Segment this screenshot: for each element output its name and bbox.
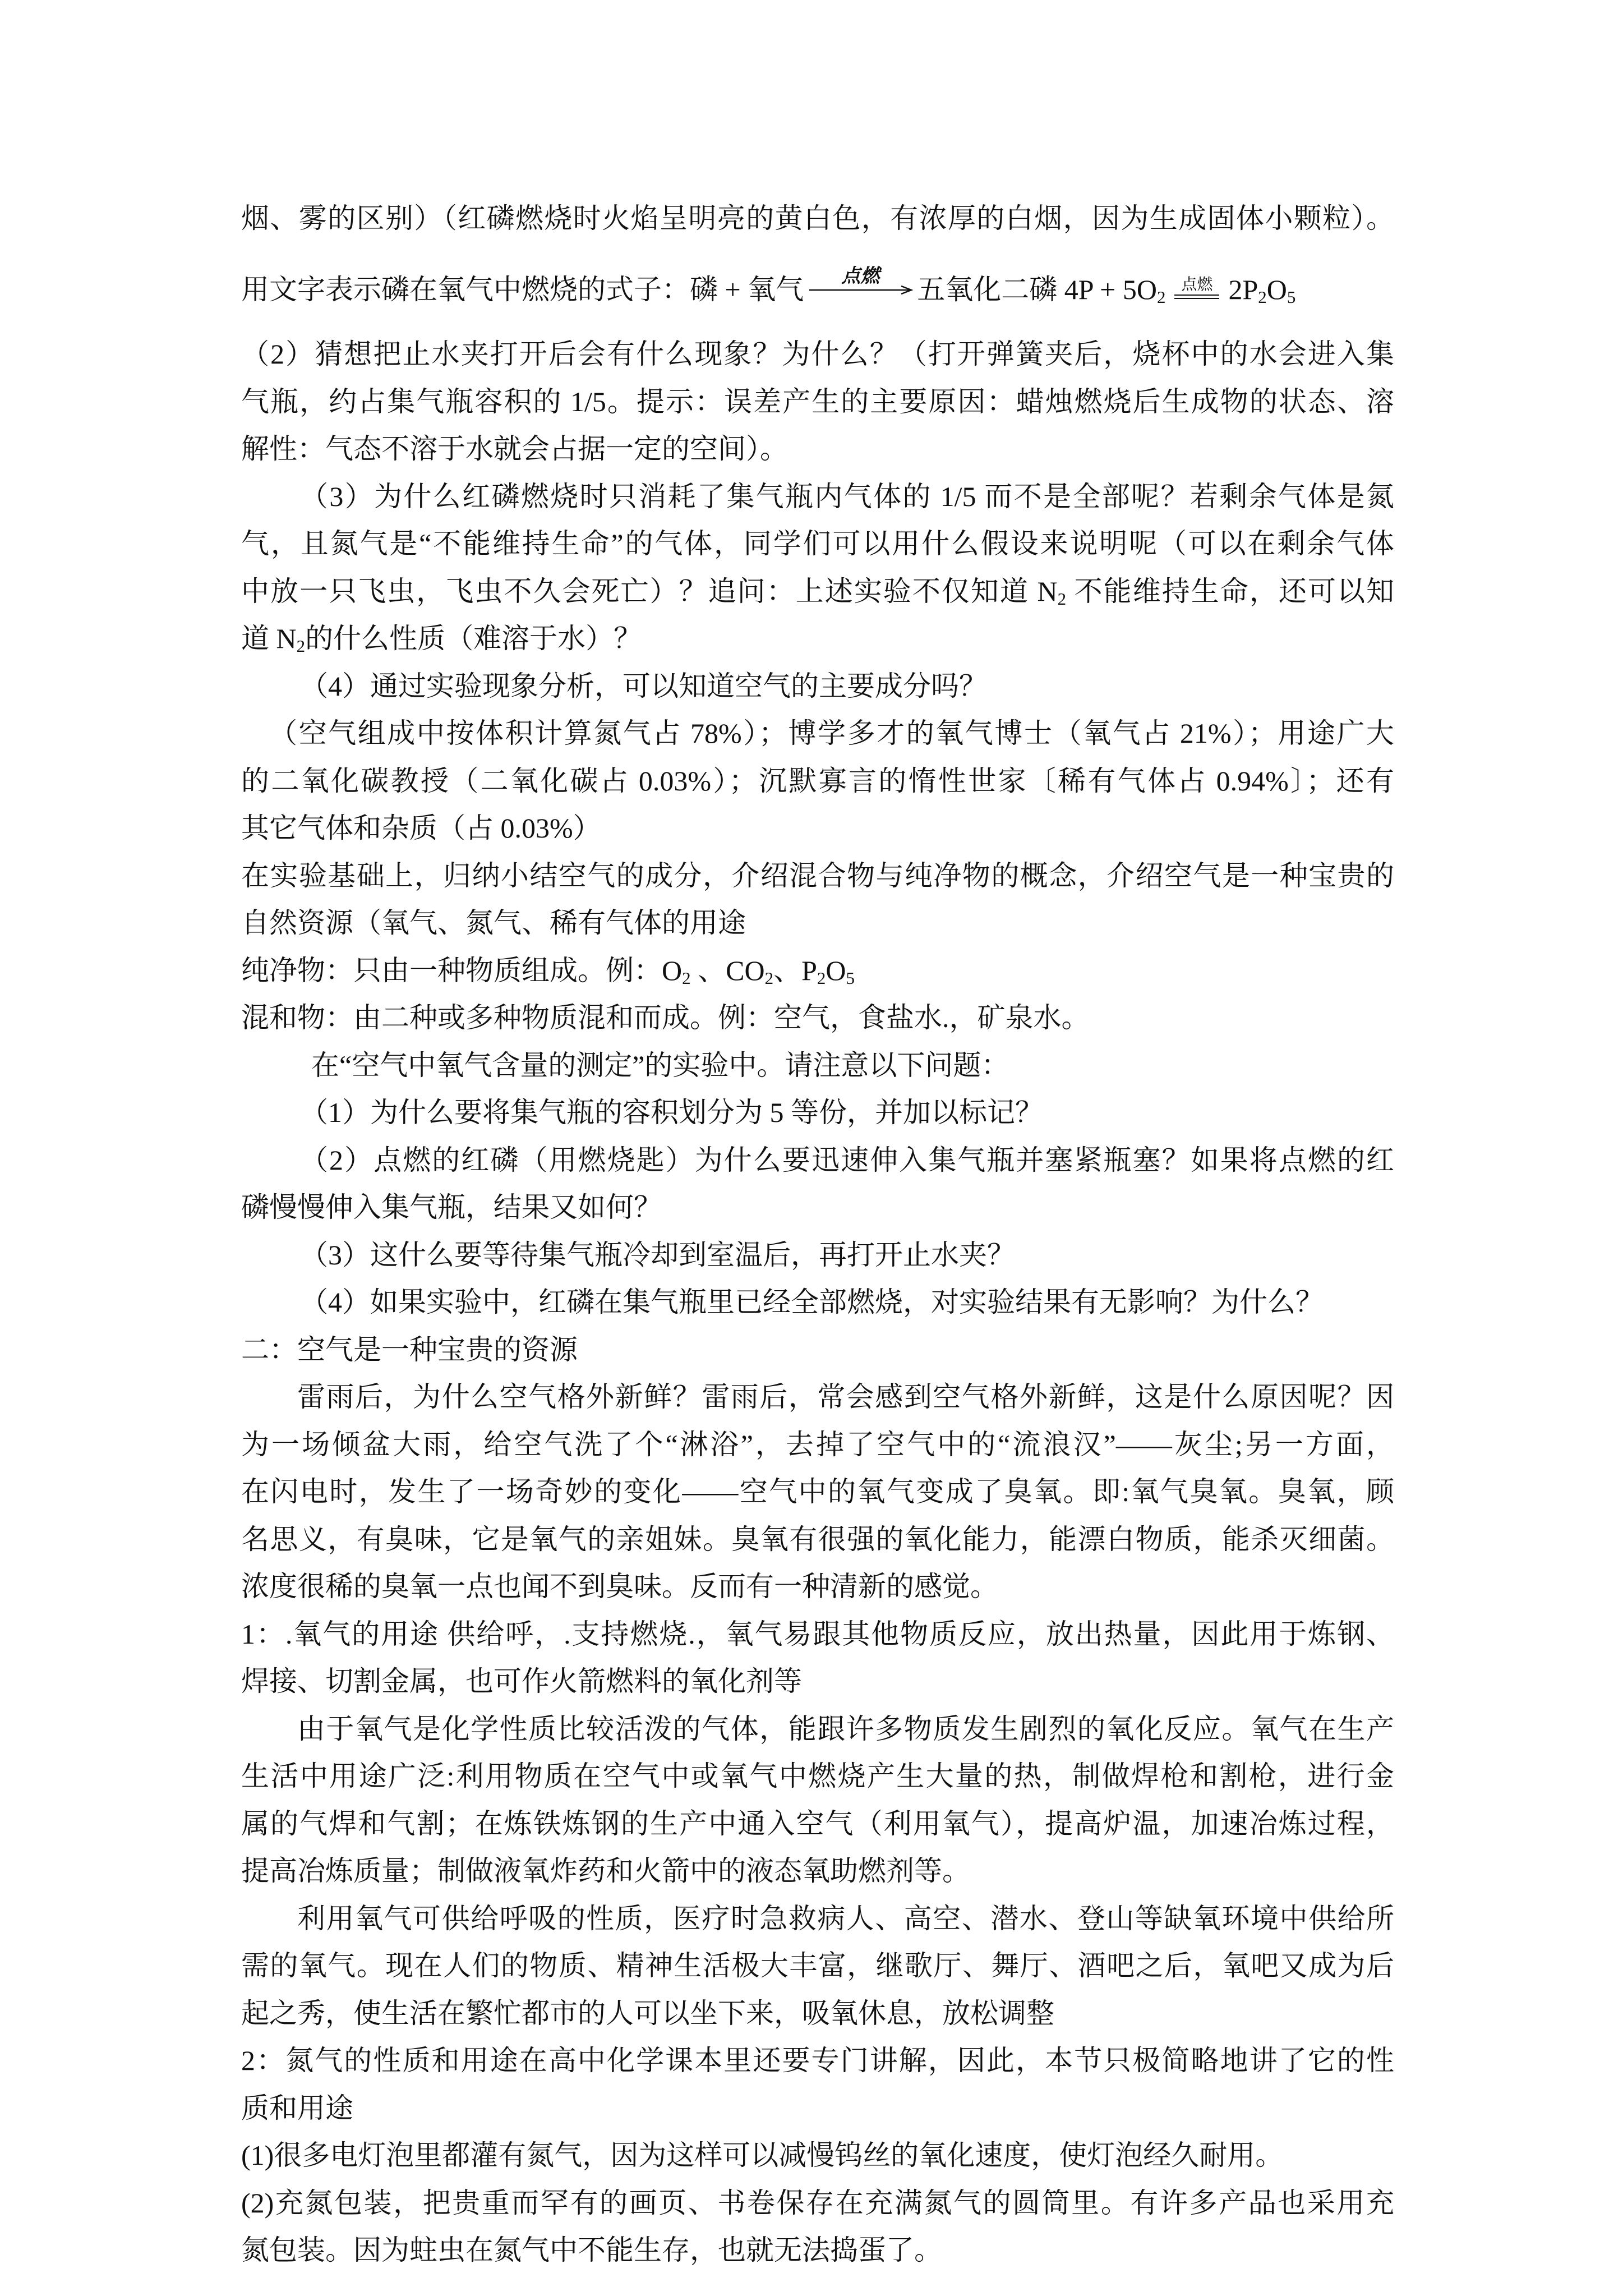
equation-condition-bar: [1173, 294, 1220, 300]
line-text: 、CO: [690, 954, 765, 986]
chemical-equation-product: O: [1266, 273, 1287, 305]
oxygen-uses-line: 1：.氧气的用途 供给呼，.支持燃烧.，氧气易跟其他物质反应，放出热量，因此用于炼钢、: [241, 1618, 1394, 1650]
experiment-note-1: （1）为什么要将集气瓶的容积划分为 5 等份，并加以标记？: [300, 1097, 1043, 1128]
air-composition-line: 其它气体和杂质（占 0.03%）: [241, 812, 601, 844]
line-text: 道 N: [241, 623, 297, 654]
subscript: 2: [1156, 287, 1166, 307]
question-2-line: （2）猜想把止水夹打开后会有什么现象？为什么？（打开弹簧夹后，烧杯中的水会进入集: [241, 338, 1394, 370]
air-composition-line: 的二氧化碳教授（二氧化碳占 0.03%）；沉默寡言的惰性世家〔稀有气体占 0.94%〕；还有: [241, 765, 1394, 797]
experiment-note-2: （2）点燃的红磷（用燃烧匙）为什么要迅速伸入集气瓶并塞紧瓶塞？如果将点燃的红: [300, 1144, 1394, 1176]
subscript: 2: [682, 968, 691, 988]
line-text: 、P: [773, 954, 817, 986]
question-2-line: 解性：气态不溶于水就会占据一定的空间）。: [241, 433, 788, 464]
experiment-notes-intro: 在“空气中氧气含量的测定”的实验中。请注意以下问题：: [311, 1049, 1009, 1081]
subscript: 5: [1287, 287, 1296, 307]
subscript: 2: [1057, 588, 1067, 609]
question-3-line: [241, 568, 1394, 615]
pure-substance-definition: [241, 947, 1394, 995]
nitrogen-uses-line: 质和用途: [241, 2092, 353, 2124]
air-composition-line: （空气组成中按体积计算氮气占 78%）；博学多才的氧气博士（氧气占 21%）；用途广大: [269, 717, 1394, 749]
oxygen-properties-paragraph-line: 生活中用途广泛:利用物质在空气中或氧气中燃烧产生大量的热，制做焊枪和割枪，进行金: [241, 1760, 1394, 1792]
subscript: 2: [1258, 287, 1267, 307]
line-text: O: [826, 954, 846, 986]
thunderstorm-paragraph-line: 为一场倾盆大雨，给空气洗了个“淋浴”，去掉了空气中的“流浪汉”——灰尘;另一方面，: [241, 1428, 1394, 1460]
mixture-definition: 混和物：由二种或多种物质混和而成。例：空气，食盐水.，矿泉水。: [241, 1002, 1090, 1033]
reaction-arrow-group: [807, 266, 914, 314]
summary-line: 自然资源（氧气、氮气、稀有气体的用途: [241, 907, 746, 938]
question-3-line: 气，且氮气是“不能维持生命”的气体，同学们可以用什么假设来说明呢（可以在剩余气体: [241, 528, 1394, 559]
experiment-note-2: 磷慢慢伸入集气瓶，结果又如何？: [241, 1191, 662, 1223]
oxygen-breathing-paragraph-line: 需的氧气。现在人们的物质、精神生活极大丰富，继歌厅、舞厅、酒吧之后，氧吧又成为后: [241, 1950, 1394, 1981]
subscript: 5: [846, 968, 855, 988]
line-text: 纯净物：只由一种物质组成。例：O: [241, 954, 683, 986]
equation-condition-group: [1173, 266, 1220, 314]
combustion-equation-line: [241, 266, 1394, 314]
nitrogen-uses-line: 2：氮气的性质和用途在高中化学课本里还要专门讲解，因此，本节只极简略地讲了它的性: [241, 2045, 1394, 2076]
subscript: 2: [764, 968, 774, 988]
thunderstorm-paragraph-line: 浓度很稀的臭氧一点也闻不到臭味。反而有一种清新的感觉。: [241, 1571, 998, 1602]
equation-condition-label: 点燃: [1181, 275, 1213, 293]
thunderstorm-paragraph-line: 在闪电时，发生了一场奇妙的变化——空气中的氧气变成了臭氧。即:氧气臭氧。臭氧，顾: [241, 1476, 1394, 1507]
line-text: 不能维持生命，还可以知: [1066, 575, 1395, 607]
word-equation-text: 用文字表示磷在氧气中燃烧的式子：磷 + 氧气: [241, 273, 804, 305]
subscript: 2: [817, 968, 826, 988]
oxygen-properties-paragraph-line: 由于氧气是化学性质比较活泼的气体，能跟许多物质发生剧烈的氧化反应。氧气在生产: [297, 1713, 1394, 1745]
experiment-note-3: （3）这什么要等待集气瓶冷却到室温后，再打开止水夹？: [300, 1239, 1015, 1271]
summary-line: 在实验基础上，归纳小结空气的成分，介绍混合物与纯净物的概念，介绍空气是一种宝贵的: [241, 859, 1394, 891]
oxygen-properties-paragraph-line: 提高冶炼质量；制做液氧炸药和火箭中的液态氧助燃剂等。: [241, 1855, 970, 1887]
oxygen-uses-line: 焊接、切割金属，也可作火箭燃料的氧化剂等: [241, 1665, 802, 1697]
reaction-condition-label: 点燃: [841, 265, 880, 287]
question-4-line: （4）通过实验现象分析，可以知道空气的主要成分吗？: [300, 670, 987, 702]
experiment-note-4: （4）如果实验中，红磷在集气瓶里已经全部燃烧，对实验结果有无影响？为什么？: [300, 1286, 1324, 1318]
section-heading: 二：空气是一种宝贵的资源: [241, 1333, 578, 1365]
smoke-fog-note-line: 烟、雾的区别）（红磷燃烧时火焰呈明亮的黄白色，有浓厚的白烟，因为生成固体小颗粒）。: [241, 203, 1394, 234]
chemical-equation-product: 2P: [1228, 273, 1258, 305]
question-3-line: （3）为什么红磷燃烧时只消耗了集气瓶内气体的 1/5 而不是全部呢？若剩余气体是氮: [300, 480, 1394, 512]
line-text: 的什么性质（难溶于水）？: [305, 623, 642, 654]
question-3-line: [241, 615, 1394, 662]
thunderstorm-paragraph-line: 雷雨后，为什么空气格外新鲜？雷雨后，常会感到空气格外新鲜，这是什么原因呢？因: [297, 1381, 1394, 1412]
line-text: 中放一只飞虫，飞虫不久会死亡）？追问：上述实验不仅知道 N: [241, 575, 1058, 607]
reaction-arrow-icon: [807, 286, 914, 295]
nitrogen-use-item-2: (2)充氮包装，把贵重而罕有的画页、书卷保存在充满氮气的圆筒里。有许多产品也采用充: [241, 2187, 1394, 2219]
nitrogen-use-item-1: (1)很多电灯泡里都灌有氮气，因为这样可以减慢钨丝的氧化速度，使灯泡经久耐用。: [241, 2139, 1284, 2171]
question-2-line: 气瓶，约占集气瓶容积的 1/5。提示：误差产生的主要原因：蜡烛燃烧后生成物的状态、溶: [241, 385, 1394, 417]
oxygen-breathing-paragraph-line: 利用氧气可供给呼吸的性质，医疗时急救病人、高空、潜水、登山等缺氧环境中供给所: [297, 1902, 1394, 1934]
thunderstorm-paragraph-line: 名思义，有臭味，它是氧气的亲姐妹。臭氧有很强的氧化能力，能漂白物质，能杀灭细菌。: [241, 1523, 1394, 1555]
product-name: 五氧化二磷: [917, 273, 1058, 305]
document-body: [241, 195, 1394, 2274]
oxygen-properties-paragraph-line: 属的气焊和气割；在炼铁炼钢的生产中通入空气（利用氧气），提高炉温，加速冶炼过程，: [241, 1807, 1394, 1839]
chemical-equation-reactants: 4P + 5O: [1057, 273, 1157, 305]
oxygen-breathing-paragraph-line: 起之秀，使生活在繁忙都市的人可以坐下来，吸氧休息，放松调整: [241, 1997, 1054, 2029]
nitrogen-use-item-2: 氮包装。因为蛀虫在氮气中不能生存，也就无法捣蛋了。: [241, 2234, 942, 2266]
subscript: 2: [296, 636, 306, 656]
